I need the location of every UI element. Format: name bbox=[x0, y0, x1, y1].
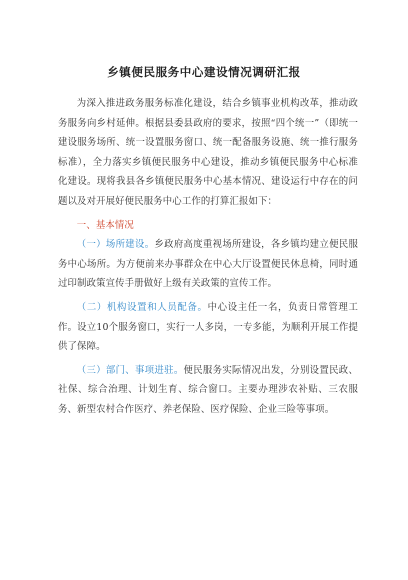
item-label-1: （一）场所建设。 bbox=[76, 239, 155, 251]
item-text-2: 中心设主任一名，负责日常管理工作。设立10个服务窗口，实行一人多岗，一专多能，为顺利开展工作提供了保障。 bbox=[58, 301, 358, 353]
document-title: 乡镇便民服务中心建设情况调研汇报 bbox=[107, 65, 301, 79]
item-paragraph-1 bbox=[58, 235, 358, 294]
item-paragraph-2 bbox=[58, 298, 358, 357]
section-heading-text: 一、基本情况 bbox=[76, 219, 134, 231]
item-label-2: （二）机构设置和人员配备。 bbox=[76, 301, 208, 313]
intro-paragraph: 为深入推进政务服务标准化建设，结合乡镇事业机构改革，推动政务服务向乡村延伸。根据县委县政府的要求，按照“四个统一”（即统一建设服务场所、统一设置服务窗口、统一配备服务设施、统一推行服务标准），全力落实乡镇便民服务中心建设，推动乡镇便民服务中心标准化建设。现将我县各乡镇便民服务中心基本情况、建设运行中存在的问题以及对开展好便民服务中心工作的打算汇报如下： bbox=[58, 98, 358, 207]
item-paragraph-3 bbox=[58, 361, 358, 420]
item-text-1: 乡政府高度重视场所建设，各乡镇均建立便民服务中心场所。为方便前来办事群众在中心大厅设置便民休息椅，同时通过印制政策宣传手册做好上级有关政策的宣传工作。 bbox=[58, 239, 358, 290]
document-body bbox=[58, 94, 358, 420]
section-heading bbox=[58, 216, 358, 236]
item-label-3: （三）部门、事项进驻。 bbox=[76, 364, 184, 376]
item-text-3: 便民服务实际情况出发，分别设置民政、社保、综合治理、计划生育、综合窗口。主要办理涉农补贴、三农服务、新型农村合作医疗、养老保险、医疗保险、企业三险等事项。 bbox=[58, 364, 358, 415]
